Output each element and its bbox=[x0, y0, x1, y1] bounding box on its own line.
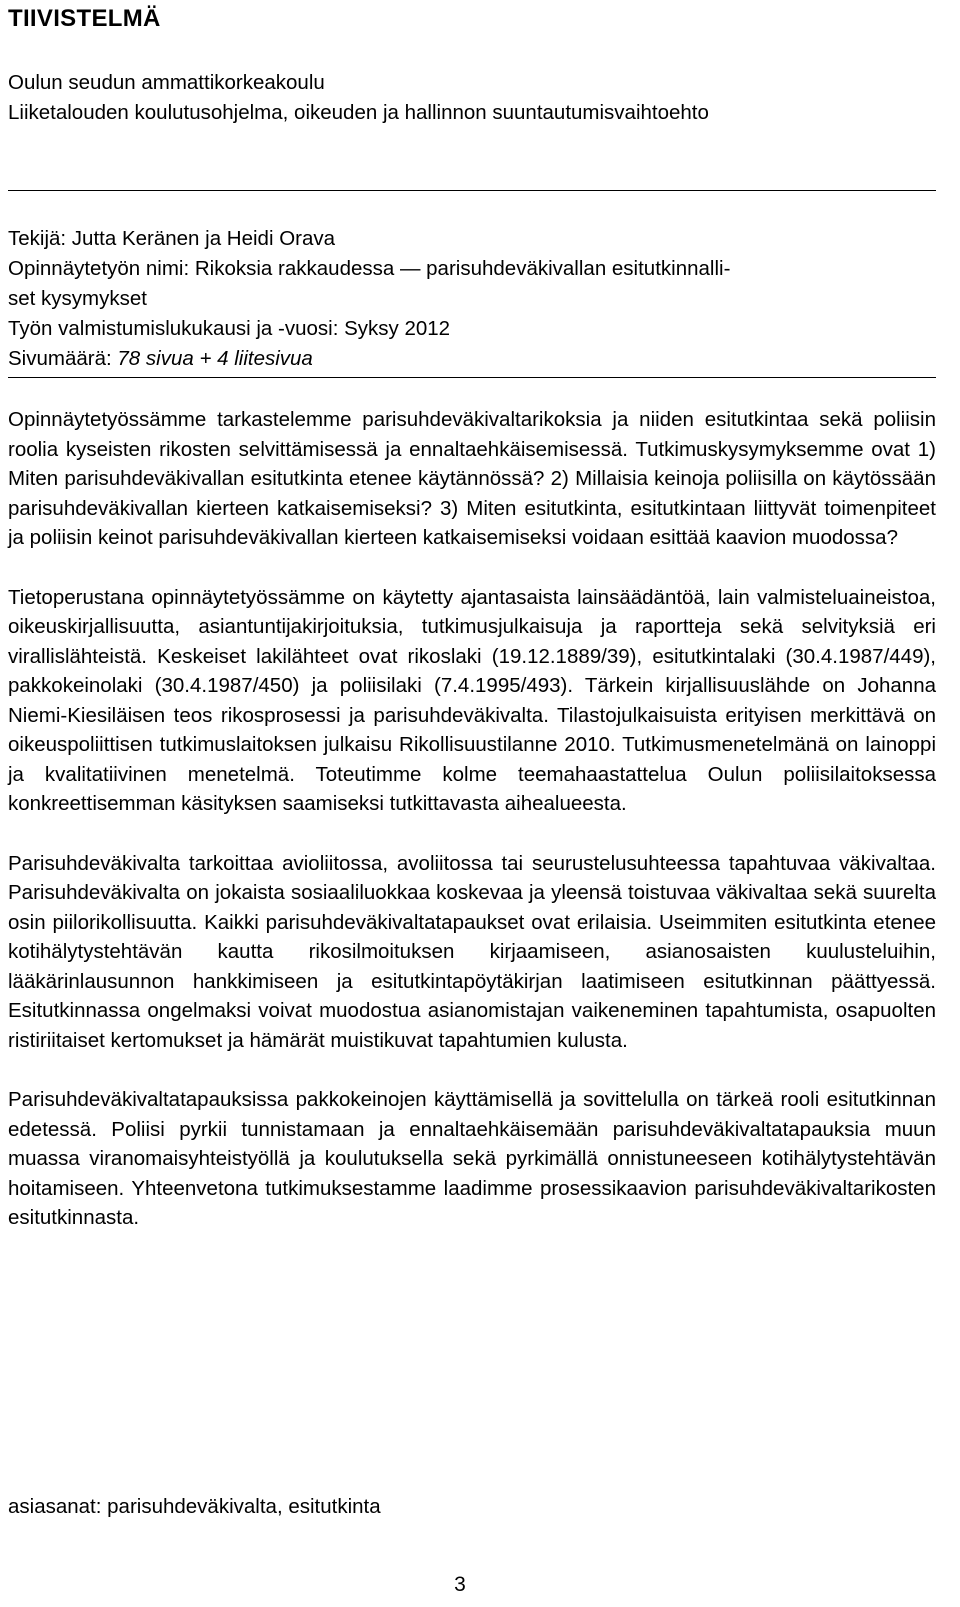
abstract-paragraph: Parisuhdeväkivalta tarkoittaa avioliitossa, avoliitossa tai seurustelusuhteessa tapahtuvaa väkivaltaa. Parisuhdeväkivalta on jokaista sosiaaliluokkaa koskevaa ja yleensä toistuvaa väkivaltaa sekä suurelta osin piilorikollisuutta. Kaikki parisuhdeväkivaltatapaukset ovat erilaisia. Useimmiten esitutkinta etenee kotihälytystehtävän kautta rikosilmoituksen kirjaamiseen, asianosaisten kuulusteluihin, lääkärinlausunnon hankkimiseen ja esitutkintapöytäkirjan laatimiseen esitutkinnan päättyessä. Esitutkinnassa ongelmaksi voivat muodostua asianomistajan vaikeneminen tapahtumista, osapuolten ristiriitaiset kertomukset ja hämärät muistikuvat tapahtumien kulusta. bbox=[8, 851, 936, 1052]
keywords-line: asiasanat: parisuhdeväkivalta, esitutkinta bbox=[8, 1495, 381, 1518]
authors-line: Tekijä: Jutta Keränen ja Heidi Orava bbox=[8, 227, 336, 250]
divider bbox=[8, 377, 936, 378]
abstract-paragraph: Parisuhdeväkivaltatapauksissa pakkokeinojen käyttämisellä ja sovittelulla on tärkeä rooli esitutkinnan edetessä. Poliisi pyrkii tunnistamaan ja ennaltaehkäisemään parisuhdeväkivaltatapauksia muun muassa viranomaisyhteistyöllä ja koulutuksella sekä pyrkimällä onnistuneeseen kotihälytystehtävän hoitamiseen. Yhteenvetona tutkimuksestamme laadimme prosessikaavion parisuhdeväkivaltarikosten esitutkinnasta. bbox=[8, 1088, 936, 1229]
page-title: TIIVISTELMÄ bbox=[8, 5, 161, 32]
institution-block bbox=[8, 68, 709, 128]
thesis-metadata bbox=[8, 224, 936, 374]
completion-line: Työn valmistumislukukausi ja -vuosi: Syksy 2012 bbox=[8, 317, 451, 340]
page-number: 3 bbox=[454, 1573, 466, 1596]
thesis-title-line-1: Opinnäytetyön nimi: Rikoksia rakkaudessa ― parisuhdeväkivallan esitutkinnalli- bbox=[8, 257, 731, 280]
page-count-line bbox=[8, 344, 936, 374]
page-count-label: Sivumäärä: bbox=[8, 347, 118, 370]
degree-programme: Liiketalouden koulutusohjelma, oikeuden ja hallinnon suuntautumisvaihtoehto bbox=[8, 101, 709, 124]
school-name: Oulun seudun ammattikorkeakoulu bbox=[8, 71, 325, 94]
thesis-title-line-2: set kysymykset bbox=[8, 287, 147, 310]
abstract-paragraph: Opinnäytetyössämme tarkastelemme parisuhdeväkivaltarikoksia ja niiden esitutkintaa sekä poliisin roolia kyseisten rikosten selvittämisessä ja ennaltaehkäisemisessä. Tutkimuskysymyksemme ovat 1) Miten parisuhdeväkivallan esitutkinta etenee käytännössä? 2) Millaisia keinoja poliisilla on käytössään parisuhdeväkivallan kierteen katkaisemiseksi? 3) Miten esitutkinta, esitutkintaan liittyvät toimenpiteet ja poliisin keinot parisuhdeväkivallan kierteen katkaisemiseksi voidaan esittää kaavion muodossa? bbox=[8, 408, 936, 549]
divider bbox=[8, 190, 936, 191]
page-count-value: 78 sivua + 4 liitesivua bbox=[117, 347, 313, 370]
abstract-body bbox=[8, 405, 936, 1263]
abstract-paragraph: Tietoperustana opinnäytetyössämme on käytetty ajantasaista lainsäädäntöä, lain valmisteluaineistoa, oikeuskirjallisuutta, asiantuntijakirjoituksia, tutkimusjulkaisuja ja raportteja sekä selvityksiä eri virallislähteistä. Keskeiset lakilähteet ovat rikoslaki (19.12.1889/39), esitutkintalaki (30.4.1987/449), pakkokeinolaki (30.4.1987/450) ja poliisilaki (7.4.1995/493). Tärkein kirjallisuuslähde on Johanna Niemi-Kiesiläisen teos rikosprosessi ja parisuhdeväkivalta. Tilastojulkaisuista erityisen merkittävä on oikeuspoliittisen tutkimuslaitoksen julkaisu Rikollisuustilanne 2010. Tutkimusmenetelmänä on lainoppi ja kvalitatiivinen menetelmä. Toteutimme kolme teemahaastattelua Oulun poliisilaitoksessa konkreettisemman käsityksen saamiseksi tutkittavasta aihealueesta. bbox=[8, 585, 936, 815]
